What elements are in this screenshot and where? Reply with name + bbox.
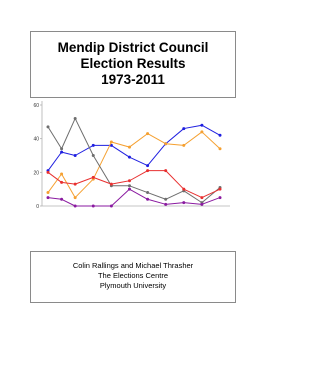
series-1-point-2011	[219, 134, 222, 137]
title-line-2: Election Results	[80, 56, 186, 71]
series-2-point-1995	[146, 132, 149, 135]
series-3-point-1979	[74, 117, 77, 120]
series-2-point-1979	[74, 196, 77, 199]
series-3-point-1999	[164, 198, 167, 201]
series-4-point-1991	[128, 179, 131, 182]
series-3-point-1983	[92, 154, 95, 157]
series-3-point-1995	[146, 191, 149, 194]
series-5-point-1973	[47, 196, 50, 199]
series-4-point-2003	[182, 188, 185, 191]
series-4-point-2011	[219, 188, 222, 191]
series-5-point-2011	[219, 196, 222, 199]
credit-author: Colin Rallings and Michael Thrasher	[72, 261, 194, 270]
series-1-point-1976	[60, 151, 63, 154]
y-tick-label-20: 20	[33, 170, 39, 177]
series-line-3	[48, 118, 220, 202]
series-1-point-1995	[146, 164, 149, 167]
y-tick-label-60: 60	[33, 103, 39, 109]
series-3-point-1991	[128, 184, 131, 187]
series-2-point-1976	[60, 173, 63, 176]
series-4-point-1987	[110, 183, 113, 186]
series-3-point-1973	[47, 125, 50, 128]
series-5-point-1995	[146, 198, 149, 201]
series-5-point-1999	[164, 203, 167, 206]
series-2-point-1973	[47, 191, 50, 194]
series-line-1	[48, 125, 220, 170]
line-chart	[30, 98, 236, 212]
series-5-point-1976	[60, 198, 63, 201]
series-5-point-2007	[200, 203, 203, 206]
series-5-point-1979	[74, 205, 77, 208]
title-line-1: Mendip District Council	[57, 40, 209, 55]
series-4-point-1973	[47, 171, 50, 174]
series-4-point-1995	[146, 169, 149, 172]
series-1-point-1991	[128, 156, 131, 159]
series-5-point-1983	[92, 205, 95, 208]
y-tick-label-0: 0	[36, 204, 39, 210]
y-tick-label-40: 40	[33, 136, 39, 143]
series-2-point-1987	[110, 141, 113, 144]
series-2-point-1999	[164, 142, 167, 145]
series-2-point-2011	[219, 147, 222, 150]
series-2-point-2007	[200, 130, 203, 133]
series-3-point-1976	[60, 147, 63, 150]
series-4-point-2007	[200, 196, 203, 199]
series-4-point-1979	[74, 183, 77, 186]
series-5-point-1987	[110, 205, 113, 208]
series-2-point-1991	[128, 146, 131, 149]
series-4-point-1976	[60, 181, 63, 184]
series-1-point-1983	[92, 144, 95, 147]
series-5-point-2003	[182, 201, 185, 204]
series-1-point-2007	[200, 124, 203, 127]
chart-area	[30, 98, 236, 212]
series-1-point-1979	[74, 154, 77, 157]
series-5-point-1991	[128, 188, 131, 191]
title-line-3: 1973-2011	[101, 72, 165, 87]
title-box	[30, 31, 236, 98]
series-4-point-1999	[164, 169, 167, 172]
series-1-point-2003	[182, 127, 185, 130]
series-2-point-2003	[182, 144, 185, 147]
series-4-point-1983	[92, 176, 95, 179]
credit-organisation: The Elections Centre	[97, 271, 169, 280]
credit-box	[30, 251, 236, 303]
credit-university: Plymouth University	[99, 281, 167, 290]
